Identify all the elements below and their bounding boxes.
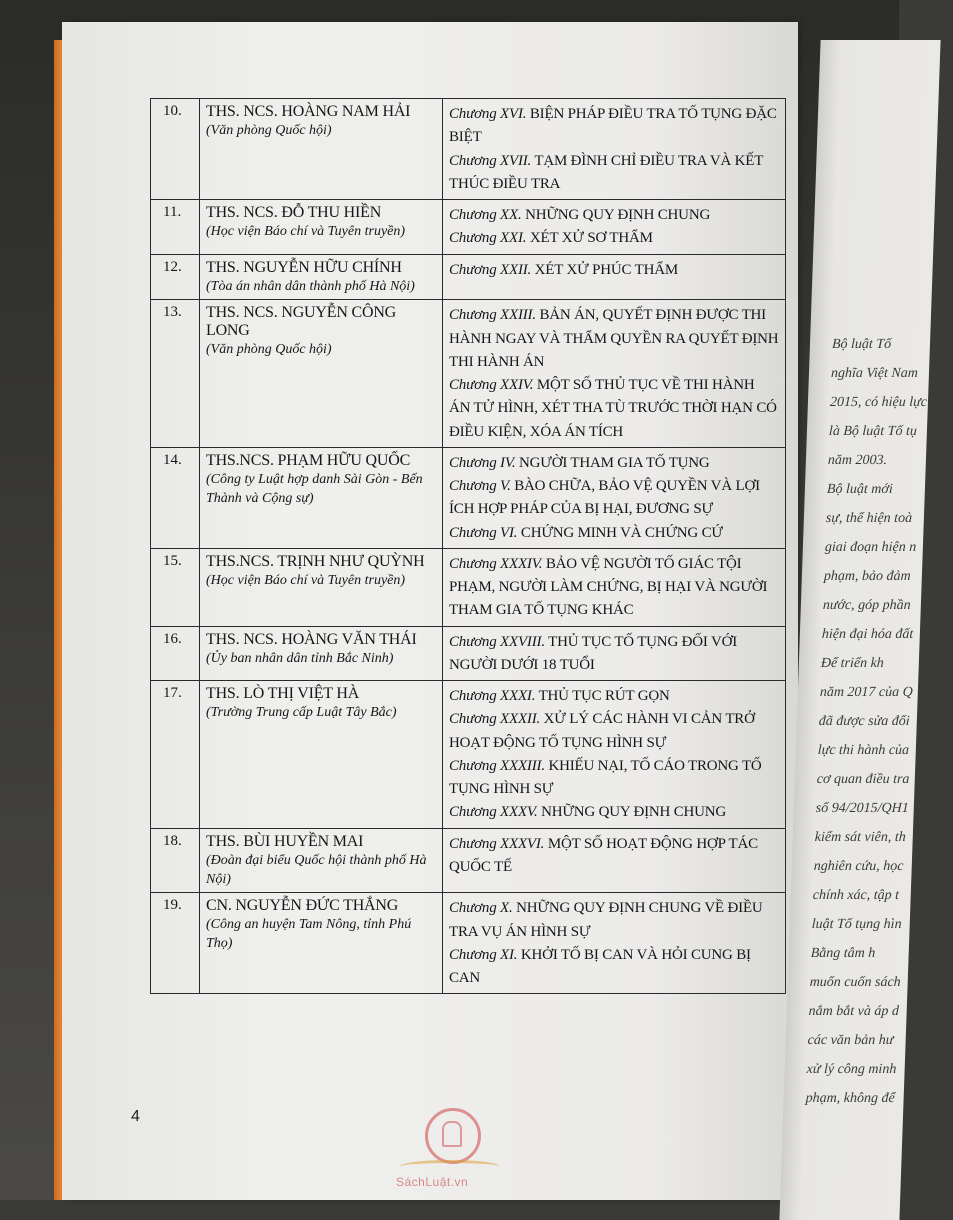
contributor-name: THS.NCS. PHẠM HỮU QUỐC — [206, 451, 411, 469]
chapter-label: Chương XXXII. — [449, 711, 541, 728]
right-page-line: chính xác, tập t — [812, 888, 900, 903]
chapter-title: KHIẾU NẠI, TỐ CÁO TRONG TỐ TỤNG HÌNH SỰ — [449, 757, 762, 798]
chapter-title: BẢN ÁN, QUYẾT ĐỊNH ĐƯỢC THI HÀNH NGAY VÀ THẨM QUYỀN RA QUYẾT ĐỊNH THI HÀNH ÁN — [449, 307, 779, 370]
right-page-line: lực thi hành của — [817, 743, 910, 758]
chapters-cell — [443, 99, 786, 200]
row-number: 17. — [151, 681, 200, 829]
chapter-label: Chương XXXV. — [449, 804, 538, 821]
chapter-entry — [449, 708, 779, 755]
chapter-entry — [449, 204, 779, 227]
chapter-title: THỦ TỤC TỐ TỤNG ĐỐI VỚI NGƯỜI DƯỚI 18 TUỔI — [449, 633, 738, 673]
right-page-line: Để triển kh — [820, 656, 885, 671]
chapter-label: Chương XXVIII. — [449, 633, 545, 650]
contributor-name: CN. NGUYỄN ĐỨC THẮNG — [206, 897, 399, 915]
watermark-book-icon — [400, 1160, 500, 1173]
contributor-organization: (Tòa án nhân dân thành phố Hà Nội) — [206, 278, 415, 294]
right-page-line: Bộ luật mới — [826, 482, 893, 497]
chapter-title: NGƯỜI THAM GIA TỐ TỤNG — [518, 454, 710, 471]
chapter-entry — [449, 150, 779, 197]
contributor-organization: (Văn phòng Quốc hội) — [206, 342, 332, 358]
chapter-title: XÉT XỬ PHÚC THẨM — [534, 261, 678, 278]
table-row — [151, 300, 786, 448]
contributor-organization: (Công ty Luật hợp danh Sài Gòn - Bến Thành và Cộng sự) — [206, 471, 423, 506]
chapter-title: BIỆN PHÁP ĐIỀU TRA TỐ TỤNG ĐẶC BIỆT — [449, 106, 777, 146]
chapter-entry — [449, 259, 779, 282]
chapter-entry — [449, 475, 779, 522]
chapter-title: BẢO VỆ NGƯỜI TỐ GIÁC TỘI PHẠM, NGƯỜI LÀM CHỨNG, BỊ HẠI VÀ NGƯỜI THAM GIA TỐ TỤNG KHÁC — [449, 555, 768, 619]
right-page-line: nghĩa Việt Nam — [830, 366, 919, 381]
contributor-cell — [200, 681, 443, 829]
right-page-line: cơ quan điều tra — [816, 772, 910, 787]
chapter-label: Chương XXIV. — [449, 377, 534, 394]
contributor-name: THS. LÒ THỊ VIỆT HÀ — [206, 685, 360, 703]
chapter-title: CHỨNG MINH VÀ CHỨNG CỨ — [520, 524, 723, 541]
chapter-entry — [449, 374, 779, 444]
chapter-label: Chương XXXIII. — [449, 757, 545, 774]
chapter-label: Chương XXXI. — [449, 688, 536, 705]
contributor-name: THS. NCS. ĐỖ THU HIỀN — [206, 204, 382, 221]
chapter-title: NHỮNG QUY ĐỊNH CHUNG VỀ ĐIỀU TRA VỤ ÁN HÌNH SỰ — [449, 900, 763, 940]
right-page-line: giai đoạn hiện n — [824, 540, 917, 555]
contributor-name: THS. NCS. HOÀNG VĂN THÁI — [206, 630, 417, 648]
chapter-label: Chương XXIII. — [449, 307, 536, 324]
right-page-line: Bằng tâm h — [810, 946, 876, 961]
contributor-cell — [200, 828, 443, 893]
chapters-cell — [443, 300, 786, 448]
chapter-label: Chương XI. — [449, 946, 518, 963]
right-page-text — [805, 330, 942, 1113]
contributor-name: THS. NCS. HOÀNG NAM HẢI — [206, 103, 411, 120]
table-row — [151, 447, 786, 548]
right-page-line: đã được sửa đổi — [818, 714, 910, 729]
right-page-line: các văn bản hư — [807, 1033, 894, 1048]
contributor-name: THS.NCS. TRỊNH NHƯ QUỲNH — [206, 552, 425, 570]
chapters-cell — [443, 681, 786, 829]
chapter-title: THỦ TỤC RÚT GỌN — [538, 688, 670, 705]
row-number: 13. — [151, 300, 200, 448]
chapter-label: Chương XXI. — [449, 230, 527, 247]
chapters-cell — [443, 447, 786, 548]
chapter-label: Chương XXII. — [449, 261, 532, 278]
right-page-line: Bộ luật Tố — [831, 337, 892, 352]
contributor-name: THS. NGUYỄN HỮU CHÍNH — [206, 258, 402, 276]
right-page-line: năm 2003. — [827, 453, 888, 468]
right-page-line: phạm, bảo đảm — [823, 569, 911, 584]
right-page-line: sự, thể hiện toà — [825, 511, 913, 526]
chapters-cell — [443, 254, 786, 300]
table-row — [151, 200, 786, 255]
contributors-table — [150, 98, 786, 994]
contributor-cell — [200, 254, 443, 300]
row-number: 11. — [151, 200, 200, 255]
row-number: 19. — [151, 893, 200, 994]
page-number: 4 — [131, 1108, 140, 1125]
chapter-entry — [449, 522, 779, 545]
chapter-label: Chương X. — [449, 900, 513, 917]
chapter-entry — [449, 685, 779, 708]
contributor-organization: (Học viện Báo chí và Tuyên truyền) — [206, 224, 406, 239]
contributor-cell — [200, 893, 443, 994]
watermark-text: SáchLuật.vn — [396, 1175, 469, 1189]
chapter-label: Chương XX. — [449, 207, 522, 223]
chapter-entry — [449, 801, 779, 824]
row-number: 10. — [151, 99, 200, 200]
row-number: 14. — [151, 447, 200, 548]
chapter-label: Chương XVI. — [449, 106, 527, 122]
chapter-label: Chương XXXIV. — [449, 555, 543, 572]
right-page-line: là Bộ luật Tố tụ — [828, 424, 918, 439]
table-row — [151, 681, 786, 829]
contributor-organization: (Học viện Báo chí và Tuyên truyền) — [206, 572, 406, 588]
right-page-line: luật Tố tụng hìn — [811, 917, 902, 932]
chapter-title: BÀO CHỮA, BẢO VỆ QUYỀN VÀ LỢI ÍCH HỢP PHÁP CỦA BỊ HẠI, ĐƯƠNG SỰ — [449, 478, 760, 518]
right-page-line: kiểm sát viên, th — [814, 830, 907, 845]
chapter-entry — [449, 553, 779, 623]
chapter-label: Chương V. — [449, 478, 511, 495]
contributor-cell — [200, 626, 443, 681]
right-page-line: số 94/2015/QH1 — [815, 801, 909, 816]
chapter-entry — [449, 833, 779, 880]
table-row — [151, 548, 786, 626]
chapters-cell — [443, 828, 786, 893]
right-page-line: nước, góp phần — [822, 598, 911, 613]
right-page-line: hiện đại hóa đất — [821, 627, 914, 642]
contributor-cell — [200, 548, 443, 626]
chapter-entry — [449, 755, 779, 802]
chapter-title: MỘT SỐ THỦ TỤC VỀ THI HÀNH ÁN TỬ HÌNH, XÉT THA TÙ TRƯỚC THỜI HẠN CÓ ĐIỀU KIỆN, XÓA ÁN TÍCH — [449, 377, 777, 440]
chapter-title: TẠM ĐÌNH CHỈ ĐIỀU TRA VÀ KẾT THÚC ĐIỀU TRA — [449, 152, 763, 192]
table-row — [151, 626, 786, 681]
contributor-organization: (Ủy ban nhân dân tỉnh Bắc Ninh) — [206, 650, 394, 666]
contributor-cell — [200, 99, 443, 200]
chapters-cell — [443, 626, 786, 681]
chapter-title: XÉT XỬ SƠ THẨM — [529, 230, 653, 247]
contributor-organization: (Văn phòng Quốc hội) — [206, 123, 332, 138]
row-number: 15. — [151, 548, 200, 626]
right-page-line: nghiên cứu, học — [813, 859, 904, 874]
contributor-organization: (Công an huyện Tam Nông, tỉnh Phú Thọ) — [206, 917, 412, 952]
table-row — [151, 893, 786, 994]
chapter-label: Chương IV. — [449, 454, 516, 471]
watermark-logo-icon — [425, 1108, 481, 1164]
chapter-entry — [449, 227, 779, 250]
chapter-label: Chương VI. — [449, 524, 518, 541]
chapter-title: NHỮNG QUY ĐỊNH CHUNG — [541, 804, 727, 821]
row-number: 18. — [151, 828, 200, 893]
right-page-line: phạm, không để — [805, 1091, 895, 1106]
right-page-line: muốn cuốn sách — [809, 975, 901, 990]
chapter-label: Chương XXXVI. — [449, 835, 545, 852]
contributor-organization: (Đoàn đại biểu Quốc hội thành phố Hà Nội) — [206, 852, 427, 887]
contributor-cell — [200, 200, 443, 255]
table-row — [151, 828, 786, 893]
chapters-cell — [443, 893, 786, 994]
chapter-title: KHỞI TỐ BỊ CAN VÀ HỎI CUNG BỊ CAN — [449, 946, 751, 987]
chapter-entry — [449, 631, 779, 678]
contributor-cell — [200, 300, 443, 448]
chapter-entry — [449, 452, 779, 475]
chapter-label: Chương XVII. — [449, 152, 532, 169]
table-row — [151, 99, 786, 200]
chapters-cell — [443, 200, 786, 255]
row-number: 16. — [151, 626, 200, 681]
contributor-organization: (Trường Trung cấp Luật Tây Bắc) — [206, 705, 397, 721]
right-page-line: nắm bắt và áp d — [808, 1004, 900, 1019]
right-page-line: năm 2017 của Q — [819, 685, 914, 700]
chapter-entry — [449, 304, 779, 374]
contributor-name: THS. NCS. NGUYỄN CÔNG LONG — [206, 304, 397, 340]
contributor-name: THS. BÙI HUYỀN MAI — [206, 832, 364, 850]
table-row — [151, 254, 786, 300]
chapter-entry — [449, 944, 779, 991]
right-page-line: xử lý công minh — [806, 1062, 897, 1077]
chapter-title: XỬ LÝ CÁC HÀNH VI CẢN TRỞ HOẠT ĐỘNG TỐ TỤNG HÌNH SỰ — [449, 711, 755, 751]
chapter-entry — [449, 897, 779, 944]
chapter-title: NHỮNG QUY ĐỊNH CHUNG — [525, 207, 711, 223]
contributor-cell — [200, 447, 443, 548]
chapter-title: MỘT SỐ HOẠT ĐỘNG HỢP TÁC QUỐC TẾ — [449, 835, 758, 875]
right-page-line: 2015, có hiệu lực — [829, 395, 928, 410]
chapter-entry — [449, 103, 779, 150]
chapters-cell — [443, 548, 786, 626]
row-number: 12. — [151, 254, 200, 300]
